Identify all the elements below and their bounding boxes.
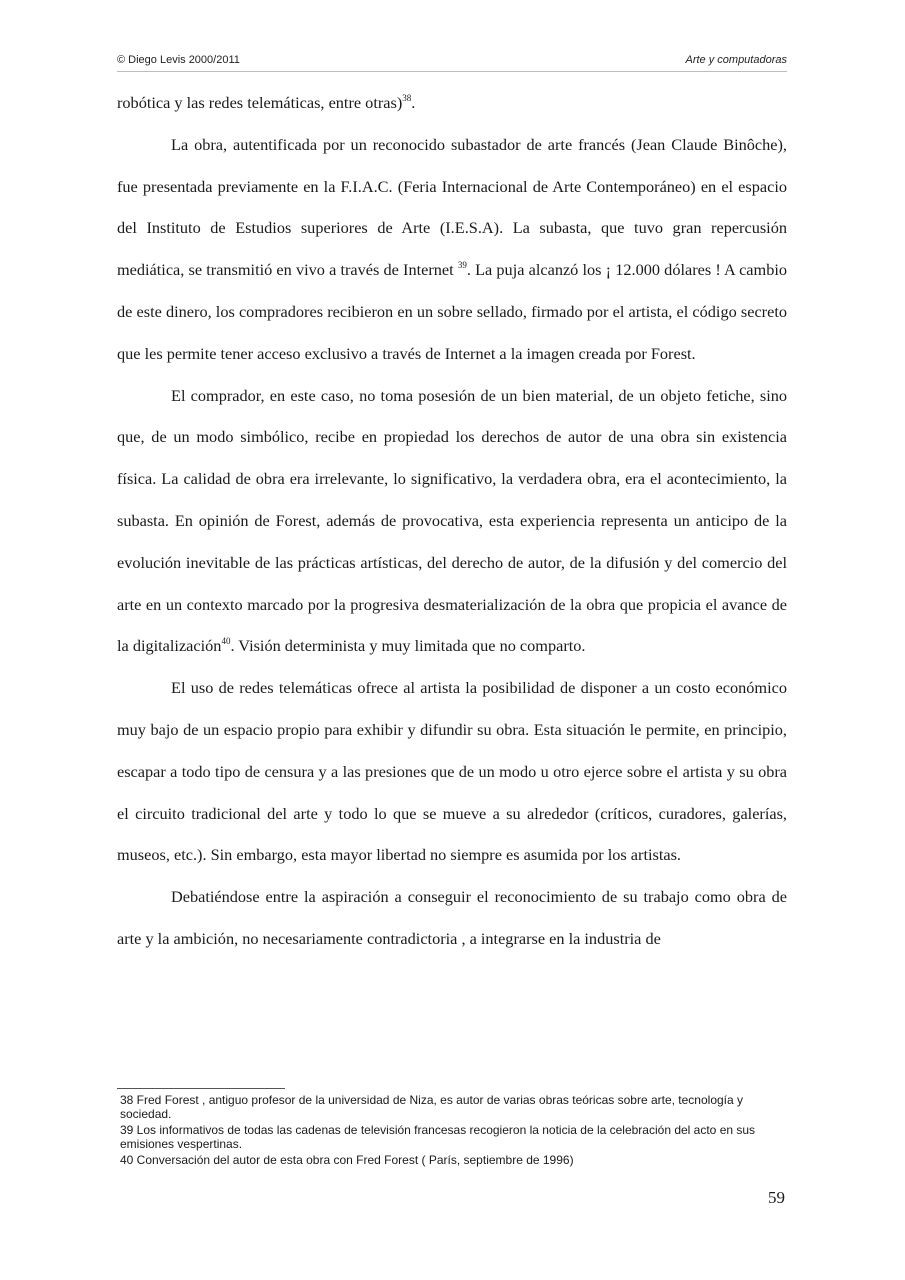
- footnote-ref-39: 39: [457, 260, 467, 271]
- page-number: 59: [768, 1188, 785, 1207]
- header-book-title: Arte y computadoras: [685, 54, 787, 66]
- footnote-ref-40: 40: [221, 636, 231, 647]
- paragraph-3-text-b: . Visión determinista y muy limitada que no comparto.: [230, 636, 586, 656]
- paragraph-2-text-a: La obra, autentificada por un reconocido subastador de arte francés (Jean Claude Binôche), fue presentada previamente en la F.I.A.C. (Feria Internacional de Arte Contemporáneo) en el espacio del Instituto de Estudios superiores de Arte (I.E.S.A). La subasta, que tuvo gran repercusión mediática, se transmitió en vivo a través de Internet: [117, 134, 787, 280]
- footnote-separator: [117, 1088, 285, 1089]
- footnote-39: 39 Los informativos de todas las cadenas de televisión francesas recogieron la noticia de la celebración del acto en sus emisiones vespertinas.: [120, 1123, 756, 1151]
- footnotes: [120, 1093, 785, 1169]
- paragraph-1: [117, 82, 787, 124]
- header-copyright: © Diego Levis 2000/2011: [117, 54, 240, 66]
- paragraph-2-text-b: . La puja alcanzó los ¡ 12.000 dólares ! A cambio de este dinero, los compradores recibieron en un sobre sellado, firmado por el artista, el código secreto que les permite tener acceso exclusivo a través de Internet a la imagen creada por Forest.: [117, 260, 787, 363]
- page-header: [117, 54, 787, 72]
- paragraph-4: El uso de redes telemáticas ofrece al artista la posibilidad de disponer a un costo económico muy bajo de un espacio propio para exhibir y difundir su obra. Esta situación le permite, en principio, escapar a todo tipo de censura y a las presiones que de un modo u otro ejerce sobre el artista y su obra el circuito tradicional del arte y todo lo que se mueve a su alrededor (críticos, curadores, galerías, museos, etc.). Sin embargo, esta mayor libertad no siempre es asumida por los artistas.: [117, 678, 787, 865]
- paragraph-1-text: robótica y las redes telemáticas, entre otras): [117, 93, 403, 112]
- paragraph-3: [117, 375, 787, 668]
- paragraph-1-end: .: [411, 93, 416, 112]
- paragraph-5: Debatiéndose entre la aspiración a conseguir el reconocimiento de su trabajo como obra de arte y la ambición, no necesariamente contradictoria , a integrarse en la industria de: [117, 887, 787, 948]
- footnote-ref-38: 38: [402, 93, 412, 103]
- paragraph-3-text-a: El comprador, en este caso, no toma posesión de un bien material, de un objeto fetiche, sino que, de un modo simbólico, recibe en propiedad los derechos de autor de una obra sin existencia física. La calidad de obra era irrelevante, lo significativo, la verdadera obra, era el acontecimiento, la subasta. En opinión de Forest, además de provocativa, esta experiencia representa un anticipo de la evolución inevitable de las prácticas artísticas, del derecho de autor, de la difusión y del comercio del arte en un contexto marcado por la progresiva desmaterialización de la obra que propicia el avance de la digitalización: [117, 385, 787, 656]
- footnote-38: 38 Fred Forest , antiguo profesor de la universidad de Niza, es autor de varias obras teóricas sobre arte, tecnología y sociedad.: [120, 1093, 744, 1121]
- footnote-40: 40 Conversación del autor de esta obra con Fred Forest ( París, septiembre de 1996): [120, 1153, 574, 1167]
- main-text: [117, 82, 787, 960]
- paragraph-2: [117, 124, 787, 375]
